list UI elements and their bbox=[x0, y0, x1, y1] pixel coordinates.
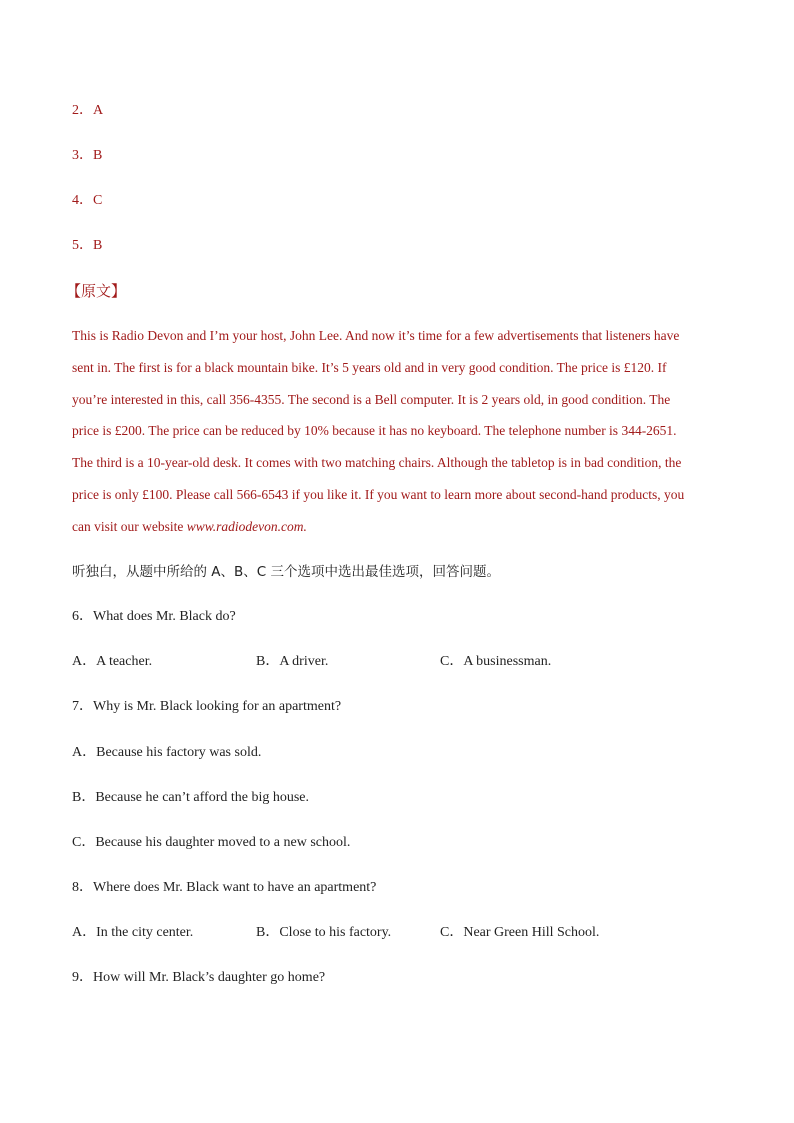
q8-option-a: A．In the city center. bbox=[72, 925, 194, 940]
question-8: 8．Where does Mr. Black want to have an apartment? bbox=[72, 880, 377, 895]
answer-4: 4．C bbox=[72, 193, 103, 208]
website-link-text: www.radiodevon.com. bbox=[186, 518, 307, 534]
transcript-line: price is only £100. Please call 566-6543 if you like it. If you want to learn more about second-hand products, you bbox=[72, 486, 685, 502]
transcript-line-last bbox=[72, 511, 722, 543]
yuanwen-heading: 【原文】 bbox=[66, 282, 127, 300]
q6-option-b: B．A driver. bbox=[256, 654, 329, 669]
q6-option-c: C．A businessman. bbox=[440, 654, 552, 669]
instruction: 听独白，从题中所给的 A、B、C 三个选项中选出最佳选项，回答问题。 bbox=[72, 564, 501, 580]
transcript-last-prefix: can visit our website bbox=[72, 518, 187, 534]
q7-option-a: A．Because his factory was sold. bbox=[72, 745, 262, 760]
q7-option-b: B．Because he can’t afford the big house. bbox=[72, 790, 310, 805]
answer-5: 5．B bbox=[72, 238, 103, 253]
transcript-line: sent in. The first is for a black mountain bike. It’s 5 years old and in very good condition. The price is £120. If bbox=[72, 359, 667, 375]
q8-option-b: B．Close to his factory. bbox=[256, 925, 392, 940]
q8-option-c: C．Near Green Hill School. bbox=[440, 925, 600, 940]
transcript-line: This is Radio Devon and I’m your host, John Lee. And now it’s time for a few advertisements that listeners have bbox=[72, 328, 680, 343]
transcript-line: The third is a 10-year-old desk. It comes with two matching chairs. Although the tabletop is in bad condition, the bbox=[72, 455, 682, 471]
q6-option-a: A．A teacher. bbox=[72, 654, 153, 669]
question-6: 6．What does Mr. Black do? bbox=[72, 609, 236, 624]
q7-option-c: C．Because his daughter moved to a new school. bbox=[72, 835, 351, 850]
answer-2: 2．A bbox=[72, 103, 104, 118]
transcript-line: price is £200. The price can be reduced by 10% because it has no keyboard. The telephone number is 344-2651. bbox=[72, 423, 677, 439]
transcript-line: you’re interested in this, call 356-4355. The second is a Bell computer. It is 2 years old, in good condition. The bbox=[72, 391, 671, 407]
transcript-paragraph bbox=[72, 320, 722, 543]
question-7: 7．Why is Mr. Black looking for an apartment? bbox=[72, 699, 342, 714]
question-9: 9．How will Mr. Black’s daughter go home? bbox=[72, 970, 326, 985]
answer-3: 3．B bbox=[72, 148, 103, 163]
